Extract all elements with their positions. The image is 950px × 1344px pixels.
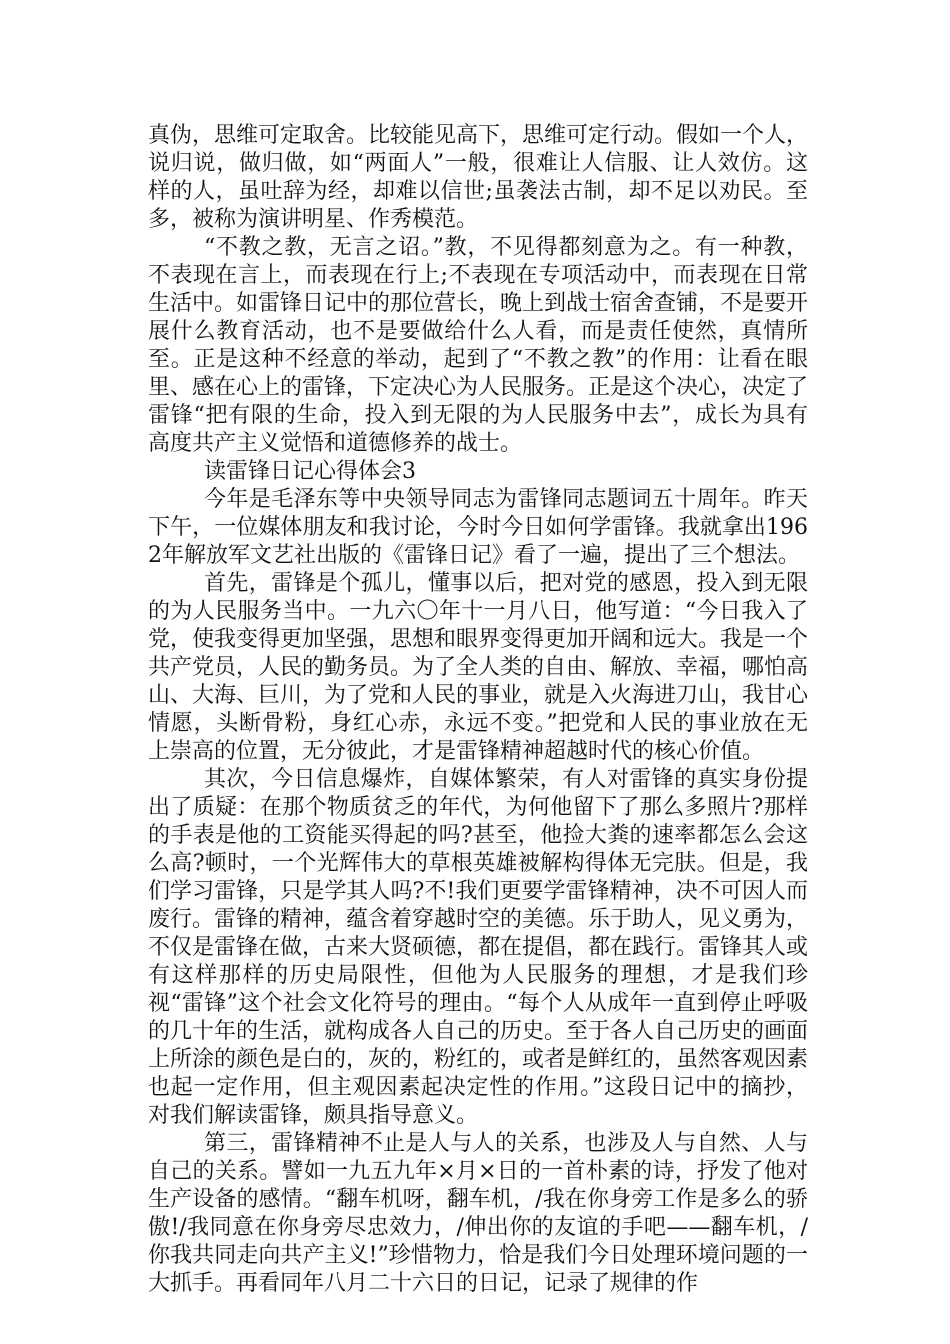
paragraph-3: 今年是毛泽东等中央领导同志为雷锋同志题词五十周年。昨天下午，一位媒体朋友和我讨论，今时今日如何学雷锋。我就拿出1962年解放军文艺社出版的《雷锋日记》看了一遍，提出了三个想法。: [148, 487, 808, 568]
paragraph-5: 其次，今日信息爆炸，自媒体繁荣，有人对雷锋的真实身份提出了质疑：在那个物质贫乏的年代，为何他留下了那么多照片?那样的手表是他的工资能买得起的吗?甚至，他捡大粪的速率都怎么会这么高?顿时，一个光辉伟大的草根英雄被解构得体无完肤。但是，我们学习雷锋，只是学其人吗?不!我们更要学雷锋精神，决不可因人而废行。雷锋的精神，蕴含着穿越时空的美德。乐于助人，见义勇为，不仅是雷锋在做，古来大贤硕德，都在提倡，都在践行。雷锋其人或有这样那样的历史局限性，但他为人民服务的理想，才是我们珍视“雷锋”这个社会文化符号的理由。“每个人从成年一直到停止呼吸的几十年的生活，就构成各人自己的历史。至于各人自己历史的画面上所涂的颜色是白的，灰的，粉红的，或者是鲜红的，虽然客观因素也起一定作用，但主观因素起决定性的作用。”这段日记中的摘抄，对我们解读雷锋，颇具指导意义。: [148, 767, 809, 1128]
paragraph-6: 第三，雷锋精神不止是人与人的关系，也涉及人与自然、人与自己的关系。譬如一九五九年×月×日的一首朴素的诗，抒发了他对生产设备的感情。“翻车机呀，翻车机，/我在你身旁工作是多么的骄傲!/我同意在你身旁尽忠效力，/伸出你的友谊的手吧——翻车机，/你我共同走向共产主义!”珍惜物力，恰是我们今日处理环境问题的一大抓手。再看同年八月二十六日的日记，记录了规律的作: [148, 1131, 808, 1296]
paragraph-1: 真伪，思维可定取舍。比较能见高下，思维可定行动。假如一个人，说归说，做归做，如“两面人”一般，很难让人信服、让人效仿。这样的人，虽吐辞为经，却难以信世;虽袭法古制，却不足以劝民。至多，被称为演讲明星、作秀模范。: [148, 123, 809, 232]
document-body: [148, 122, 808, 1298]
paragraph-4: 首先，雷锋是个孤儿，懂事以后，把对党的感恩，投入到无限的为人民服务当中。一九六〇年十一月八日，他写道：“今日我入了党，使我变得更加坚强，思想和眼界变得更加开阔和远大。我是一个共产党员，人民的勤务员。为了全人类的自由、解放、幸福，哪怕高山、大海、巨川，为了党和人民的事业，就是入火海进刀山，我甘心情愿，头断骨粉，身红心赤，永远不变。”把党和人民的事业放在无上崇高的位置，无分彼此，才是雷锋精神超越时代的核心价值。: [148, 571, 809, 764]
paragraph-2: “不教之教，无言之诏。”教，不见得都刻意为之。有一种教，不表现在言上，而表现在行上;不表现在专项活动中，而表现在日常生活中。如雷锋日记中的那位营长，晚上到战士宿舍查铺，不是要开展什么教育活动，也不是要做给什么人看，而是责任使然，真情所至。正是这种不经意的举动，起到了“不教之教”的作用：让看在眼里、感在心上的雷锋，下定决心为人民服务。正是这个决心，决定了雷锋“把有限的生命，投入到无限的为人民服务中去”，成长为具有高度共产主义觉悟和道德修养的战士。: [148, 235, 809, 456]
section-heading: 读雷锋日记心得体会3: [204, 459, 416, 484]
